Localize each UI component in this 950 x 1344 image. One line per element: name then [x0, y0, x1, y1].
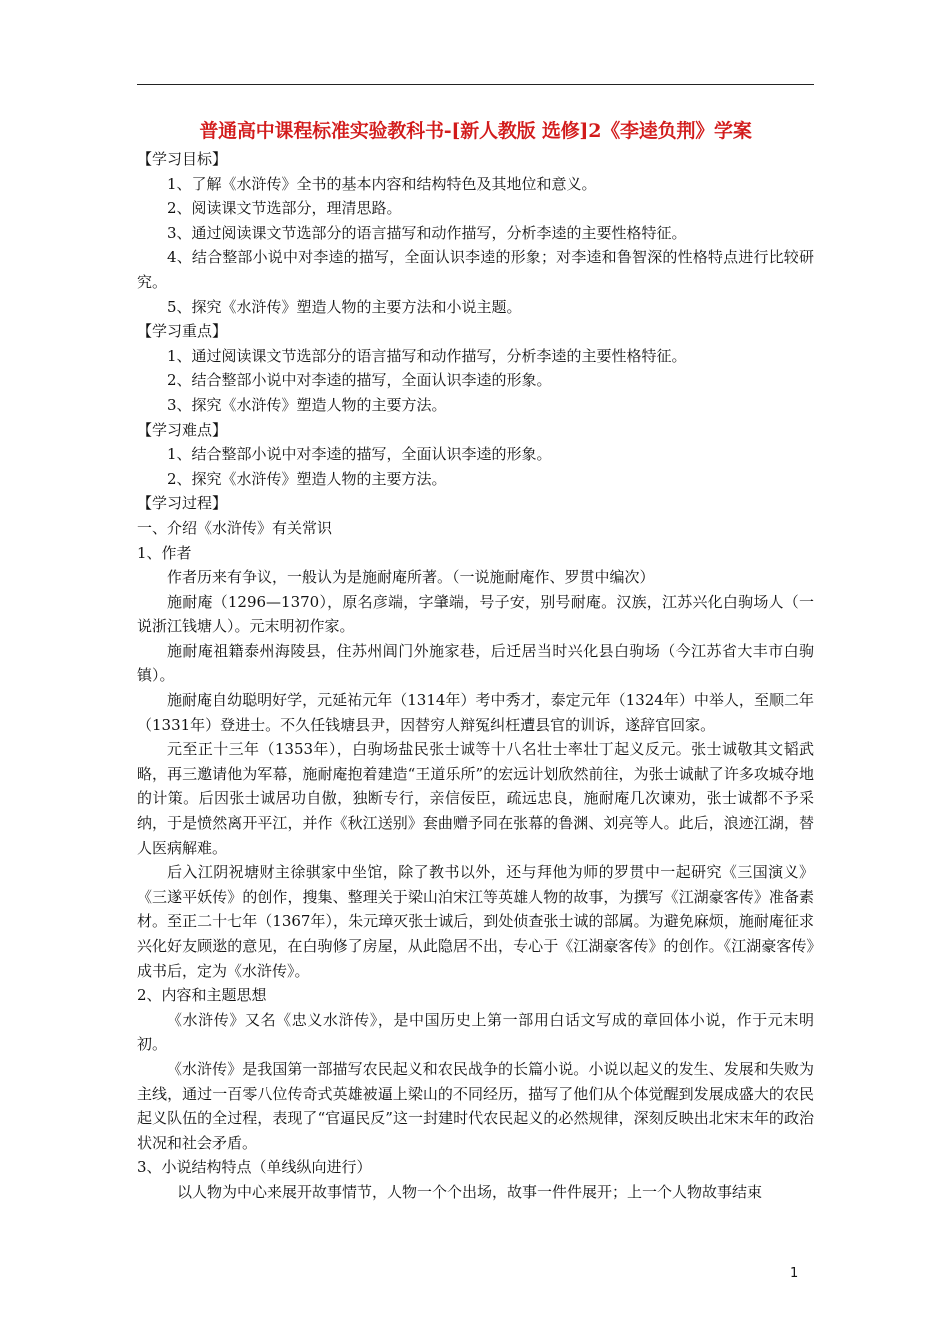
paragraph: 施耐庵祖籍泰州海陵县，住苏州阊门外施家巷，后迁居当时兴化县白驹场（今江苏省大丰市白驹镇）。 — [137, 641, 814, 685]
paragraph: 施耐庵自幼聪明好学，元延祐元年（1314年）考中秀才，泰定元年（1324年）中举人，至顺二年（1331年）登进士。不久任钱塘县尹，因替穷人辩冤纠枉遭县官的训诉，遂辞官回家。 — [137, 691, 814, 734]
subsection-heading: 3、小说结构特点（单线纵向进行） — [137, 1158, 372, 1177]
list-item: 4、结合整部小说中对李逵的描写，全面认识李逵的形象；对李逵和鲁智深的性格特点进行比较研究。 — [137, 248, 814, 291]
section-heading: 【学习难点】 — [137, 420, 228, 439]
subsection-heading: 2、内容和主题思想 — [137, 986, 267, 1005]
subsection-heading: 一、介绍《水浒传》有关常识 — [137, 518, 333, 537]
paragraph: 后入江阴祝塘财主徐骐家中坐馆，除了教书以外，还与拜他为师的罗贯中一起研究《三国演义》《三遂平妖传》的创作，搜集、整理关于梁山泊宋江等英雄人物的故事，为撰写《江湖豪客传》准备素材。至正二十七年（1367年），朱元璋灭张士诚后，到处侦查张士诚的部属。为避免麻烦，施耐庵征求兴化好友顾逖的意见，在白驹修了房屋，从此隐居不出，专心于《江湖豪客传》的创作。《江湖豪客传》成书后，定为《水浒传》。 — [137, 863, 814, 980]
document-body — [137, 116, 814, 1205]
list-item: 2、探究《水浒传》塑造人物的主要方法。 — [167, 469, 447, 488]
list-item: 5、探究《水浒传》塑造人物的主要方法和小说主题。 — [167, 297, 522, 316]
list-item: 3、探究《水浒传》塑造人物的主要方法。 — [167, 395, 447, 414]
section-heading: 【学习目标】 — [137, 150, 228, 168]
section-heading: 【学习重点】 — [137, 322, 228, 341]
paragraph: 元至正十三年（1353年），白驹场盐民张士诚等十八名壮士率壮丁起义反元。张士诚敬其文韬武略，再三邀请他为军幕，施耐庵抱着建造“王道乐所”的宏远计划欣然前往，为张士诚献了许多攻城夺地的计策。后因张士诚居功自傲，独断专行，亲信佞臣，疏远忠良，施耐庵几次谏劝，张士诚都不予采纳，于是愤然离开平江，并作《秋江送别》套曲赠予同在张幕的鲁渊、刘亮等人。此后，浪迹江湖，替人医病解难。 — [137, 740, 814, 857]
list-item: 2、阅读课文节选部分，理清思路。 — [167, 199, 402, 218]
paragraph: 《水浒传》又名《忠义水浒传》，是中国历史上第一部用白话文写成的章回体小说，作于元末明初。 — [137, 1010, 814, 1054]
list-item: 1、了解《水浒传》全书的基本内容和结构特色及其地位和意义。 — [167, 174, 597, 193]
list-item: 1、通过阅读课文节选部分的语言描写和动作描写，分析李逵的主要性格特征。 — [167, 346, 687, 365]
list-item: 3、通过阅读课文节选部分的语言描写和动作描写，分析李逵的主要性格特征。 — [167, 223, 687, 242]
subsection-heading: 1、作者 — [137, 543, 192, 562]
paragraph: 《水浒传》是我国第一部描写农民起义和农民战争的长篇小说。小说以起义的发生、发展和失败为主线，通过一百零八位传奇式英雄被逼上梁山的不同经历，描写了他们从个体觉醒到发展成盛大的农民起义队伍的全过程，表现了“官逼民反”这一封建时代农民起义的必然规律，深刻反映出北宋末年的政治状况和社会矛盾。 — [137, 1059, 814, 1152]
paragraph: 作者历来有争议，一般认为是施耐庵所著。（一说施耐庵作、罗贯中编次） — [167, 568, 655, 587]
paragraph: 以人物为中心来展开故事情节，人物一个个出场，故事一件件展开；上一个人物故事结束 — [177, 1182, 763, 1201]
document-title: 普通高中课程标准实验教科书-[新人教版 选修]2《李逵负荆》学案 — [199, 120, 752, 142]
list-item: 2、结合整部小说中对李逵的描写，全面认识李逵的形象。 — [167, 371, 552, 390]
header-rule — [137, 84, 814, 85]
list-item: 1、结合整部小说中对李逵的描写，全面认识李逵的形象。 — [167, 445, 552, 464]
paragraph: 施耐庵（1296—1370），原名彦端，字肇端，号子安，别号耐庵。汉族，江苏兴化白驹场人（一说浙江钱塘人）。元末明初作家。 — [137, 592, 814, 636]
body-text — [137, 147, 814, 1205]
page-number: 1 — [790, 1266, 799, 1281]
section-heading: 【学习过程】 — [137, 494, 228, 513]
